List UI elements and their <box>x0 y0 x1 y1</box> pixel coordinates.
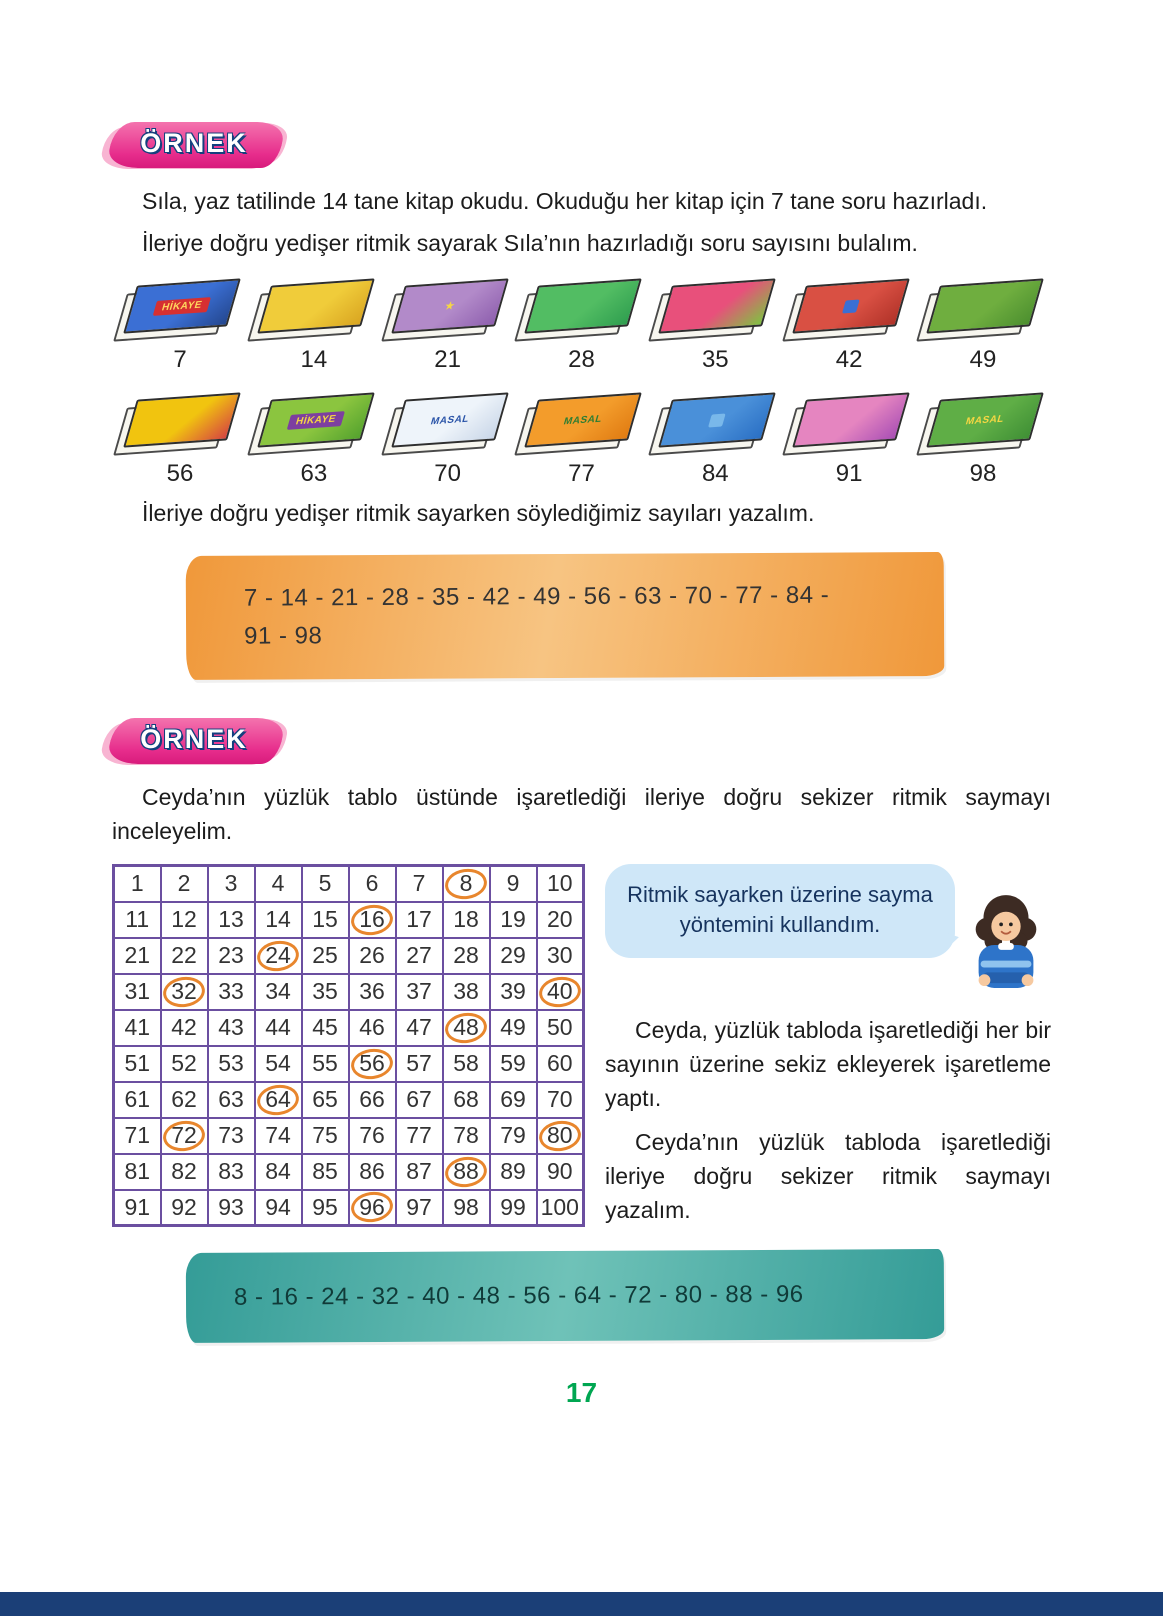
chart-cell: 4 <box>255 866 302 902</box>
book-cover <box>257 392 375 447</box>
chart-cell: 35 <box>302 974 349 1010</box>
book-illustration <box>919 394 1047 458</box>
chart-cell: 81 <box>114 1154 161 1190</box>
chart-cell: 34 <box>255 974 302 1010</box>
sevens-sequence-line-1: 7 - 14 - 21 - 28 - 35 - 42 - 49 - 56 - 63 - 70 - 77 - 84 - <box>243 581 830 612</box>
book-item <box>116 280 244 374</box>
chart-cell: 13 <box>208 902 255 938</box>
book-label: HİKAYE <box>287 411 345 430</box>
chart-cell: 93 <box>208 1190 255 1226</box>
chart-cell: 46 <box>349 1010 396 1046</box>
chart-cell: 57 <box>396 1046 443 1082</box>
book-illustration <box>250 280 378 344</box>
book-illustration <box>116 394 244 458</box>
chart-cell: 11 <box>114 902 161 938</box>
book-cover <box>792 392 910 447</box>
book-number: 84 <box>701 460 729 487</box>
chart-cell: 79 <box>490 1118 537 1154</box>
chart-cell: 50 <box>537 1010 584 1046</box>
chart-cell: 84 <box>255 1154 302 1190</box>
chart-cell: 3 <box>208 866 255 902</box>
chart-cell: 87 <box>396 1154 443 1190</box>
chart-cell: 82 <box>161 1154 208 1190</box>
chart-cell: 32 <box>161 974 208 1010</box>
chart-cell: 43 <box>208 1010 255 1046</box>
book-label: HİKAYE <box>153 297 211 316</box>
chart-cell: 63 <box>208 1082 255 1118</box>
chart-cell: 27 <box>396 938 443 974</box>
chart-cell: 71 <box>114 1118 161 1154</box>
paragraph-sila-books: Sıla, yaz tatilinde 14 tane kitap okudu. Okuduğu her kitap için 7 tane soru hazırladı. <box>142 188 988 214</box>
chart-cell: 37 <box>396 974 443 1010</box>
chart-row <box>114 866 584 902</box>
chart-cell: 97 <box>396 1190 443 1226</box>
chart-cell: 55 <box>302 1046 349 1082</box>
chart-cell: 62 <box>161 1082 208 1118</box>
book-cover <box>123 278 241 333</box>
chart-cell: 24 <box>255 938 302 974</box>
chart-cell: 69 <box>490 1082 537 1118</box>
paragraph-ceyda-intro: Ceyda’nın yüzlük tablo üstünde işaretlediği ileriye doğru sekizer ritmik saymayı inceleyelim. <box>112 784 1051 844</box>
book-item <box>651 394 779 488</box>
paragraph-ceyda-method: Ceyda, yüzlük tabloda işaretlediği her bir sayının üzerine sekiz ekleyerek işaretleme yaptı. <box>605 1017 1051 1111</box>
chart-cell: 47 <box>396 1010 443 1046</box>
chart-cell: 7 <box>396 866 443 902</box>
chart-row <box>114 1154 584 1190</box>
chart-cell: 91 <box>114 1190 161 1226</box>
paragraph-write-numbers: İleriye doğru yedişer ritmik sayarken söylediğimiz sayıları yazalım. <box>142 500 815 526</box>
book-illustration <box>651 280 779 344</box>
book-label: MASAL <box>429 413 471 427</box>
books-row-1 <box>112 280 1051 374</box>
book-number: 77 <box>568 460 595 487</box>
book-cover <box>792 278 910 333</box>
book-number: 91 <box>835 460 863 487</box>
bottom-bar <box>0 1592 1163 1616</box>
book-number: 70 <box>434 460 461 487</box>
chart-cell: 20 <box>537 902 584 938</box>
book-item <box>517 394 645 488</box>
chart-cell: 36 <box>349 974 396 1010</box>
chart-cell: 42 <box>161 1010 208 1046</box>
chart-cell: 31 <box>114 974 161 1010</box>
chart-cell: 53 <box>208 1046 255 1082</box>
speech-bubble <box>605 864 955 958</box>
book-cover <box>391 392 509 447</box>
chart-cell: 23 <box>208 938 255 974</box>
chart-row <box>114 1010 584 1046</box>
book-cover <box>926 278 1044 333</box>
book-number: 42 <box>835 346 863 373</box>
chart-cell: 56 <box>349 1046 396 1082</box>
book-number: 56 <box>166 460 194 487</box>
chart-cell: 8 <box>443 866 490 902</box>
chart-cell: 95 <box>302 1190 349 1226</box>
chart-cell: 77 <box>396 1118 443 1154</box>
chart-row <box>114 938 584 974</box>
chart-cell: 48 <box>443 1010 490 1046</box>
example2-header <box>110 718 1051 764</box>
book-label: MASAL <box>562 413 605 427</box>
chart-cell: 26 <box>349 938 396 974</box>
book-number: 28 <box>568 346 595 373</box>
chart-cell: 18 <box>443 902 490 938</box>
paragraph-ceyda-write: Ceyda’nın yüzlük tabloda işaretlediği ileriye doğru sekizer ritmik saymayı yazalım. <box>605 1129 1051 1223</box>
chart-cell: 12 <box>161 902 208 938</box>
chart-cell: 90 <box>537 1154 584 1190</box>
book-illustration <box>517 394 645 458</box>
chart-cell: 94 <box>255 1190 302 1226</box>
chart-cell: 65 <box>302 1082 349 1118</box>
ornek-badge-2 <box>107 718 285 764</box>
book-illustration <box>651 394 779 458</box>
speech-bubble-text: Ritmik sayarken üzerine sayma yöntemini kullandım. <box>627 882 933 937</box>
book-item <box>785 280 913 374</box>
answer-box-sevens <box>186 552 945 680</box>
chart-cell: 58 <box>443 1046 490 1082</box>
book-illustration <box>785 394 913 458</box>
chart-section <box>112 864 1051 1227</box>
book-illustration <box>384 280 512 344</box>
chart-row <box>114 1046 584 1082</box>
chart-cell: 40 <box>537 974 584 1010</box>
chart-cell: 5 <box>302 866 349 902</box>
chart-cell: 39 <box>490 974 537 1010</box>
sevens-sequence-line-2: 91 - 98 <box>244 622 323 650</box>
book-item <box>250 280 378 374</box>
chart-cell: 88 <box>443 1154 490 1190</box>
book-cover <box>525 278 643 333</box>
book-number: 35 <box>701 346 729 373</box>
chart-cell: 25 <box>302 938 349 974</box>
chart-cell: 70 <box>537 1082 584 1118</box>
chart-cell: 92 <box>161 1190 208 1226</box>
book-label: MASAL <box>964 413 1006 427</box>
book-number: 49 <box>969 346 997 373</box>
chart-cell: 99 <box>490 1190 537 1226</box>
chart-cell: 1 <box>114 866 161 902</box>
ornek-badge-2-label: ÖRNEK <box>140 724 248 754</box>
book-number: 7 <box>173 346 187 373</box>
chart-cell: 83 <box>208 1154 255 1190</box>
chart-cell: 29 <box>490 938 537 974</box>
book-item <box>517 280 645 374</box>
book-cover <box>391 278 509 333</box>
chart-row <box>114 1082 584 1118</box>
book-cover <box>926 392 1044 447</box>
book-cover <box>525 392 643 447</box>
book-illustration <box>919 280 1047 344</box>
book-item <box>651 280 779 374</box>
book-cover <box>257 278 375 333</box>
chart-cell: 45 <box>302 1010 349 1046</box>
chart-cell: 73 <box>208 1118 255 1154</box>
hundred-chart <box>112 864 585 1227</box>
chart-cell: 66 <box>349 1082 396 1118</box>
girl-avatar <box>961 864 1051 1001</box>
chart-cell: 86 <box>349 1154 396 1190</box>
book-label: ★ <box>443 300 456 312</box>
chart-cell: 72 <box>161 1118 208 1154</box>
chart-cell: 17 <box>396 902 443 938</box>
book-number: 14 <box>300 346 328 373</box>
book-cover <box>658 278 776 333</box>
chart-cell: 74 <box>255 1118 302 1154</box>
chart-cell: 33 <box>208 974 255 1010</box>
page-number: 17 <box>565 1377 598 1408</box>
ornek-badge-1 <box>107 122 285 168</box>
chart-cell: 10 <box>537 866 584 902</box>
chart-cell: 89 <box>490 1154 537 1190</box>
girl-avatar-illustration <box>961 890 1051 996</box>
chart-cell: 61 <box>114 1082 161 1118</box>
chart-cell: 76 <box>349 1118 396 1154</box>
book-item <box>919 280 1047 374</box>
book-label <box>708 413 726 427</box>
chart-cell: 68 <box>443 1082 490 1118</box>
book-illustration <box>517 280 645 344</box>
chart-cell: 60 <box>537 1046 584 1082</box>
book-number: 63 <box>300 460 328 487</box>
chart-cell: 44 <box>255 1010 302 1046</box>
answer-box-eights <box>186 1249 944 1343</box>
paragraph-count-by-sevens: İleriye doğru yedişer ritmik sayarak Sıla’nın hazırladığı soru sayısını bulalım. <box>142 230 918 256</box>
chart-cell: 22 <box>161 938 208 974</box>
chart-cell: 98 <box>443 1190 490 1226</box>
book-item <box>116 394 244 488</box>
book-number: 21 <box>434 346 461 373</box>
eights-sequence: 8 - 16 - 24 - 32 - 40 - 48 - 56 - 64 - 72 - 80 - 88 - 96 <box>233 1280 804 1311</box>
chart-cell: 2 <box>161 866 208 902</box>
book-cover <box>123 392 241 447</box>
chart-cell: 85 <box>302 1154 349 1190</box>
book-item <box>785 394 913 488</box>
chart-cell: 9 <box>490 866 537 902</box>
chart-cell: 49 <box>490 1010 537 1046</box>
chart-cell: 6 <box>349 866 396 902</box>
chart-row <box>114 1190 584 1226</box>
chart-cell: 41 <box>114 1010 161 1046</box>
book-item <box>384 280 512 374</box>
chart-cell: 78 <box>443 1118 490 1154</box>
chart-side-column <box>605 864 1051 1227</box>
chart-cell: 67 <box>396 1082 443 1118</box>
ornek-badge-1-label: ÖRNEK <box>140 128 248 158</box>
chart-cell: 38 <box>443 974 490 1010</box>
book-illustration <box>250 394 378 458</box>
chart-cell: 28 <box>443 938 490 974</box>
book-cover <box>658 392 776 447</box>
chart-row <box>114 902 584 938</box>
speech-row <box>605 864 1051 1001</box>
chart-cell: 54 <box>255 1046 302 1082</box>
chart-cell: 19 <box>490 902 537 938</box>
chart-cell: 51 <box>114 1046 161 1082</box>
chart-cell: 14 <box>255 902 302 938</box>
book-illustration <box>785 280 913 344</box>
book-item <box>384 394 512 488</box>
book-item <box>919 394 1047 488</box>
chart-cell: 21 <box>114 938 161 974</box>
chart-cell: 15 <box>302 902 349 938</box>
chart-cell: 59 <box>490 1046 537 1082</box>
chart-cell: 75 <box>302 1118 349 1154</box>
book-illustration <box>384 394 512 458</box>
books-row-2 <box>112 394 1051 488</box>
chart-row <box>114 974 584 1010</box>
chart-cell: 52 <box>161 1046 208 1082</box>
book-illustration <box>116 280 244 344</box>
chart-cell: 30 <box>537 938 584 974</box>
chart-cell: 64 <box>255 1082 302 1118</box>
example1-header <box>110 122 1051 168</box>
chart-cell: 96 <box>349 1190 396 1226</box>
chart-cell: 16 <box>349 902 396 938</box>
chart-row <box>114 1118 584 1154</box>
book-label <box>842 299 860 313</box>
book-number: 98 <box>969 460 997 487</box>
chart-cell: 80 <box>537 1118 584 1154</box>
book-item <box>250 394 378 488</box>
chart-cell: 100 <box>537 1190 584 1226</box>
